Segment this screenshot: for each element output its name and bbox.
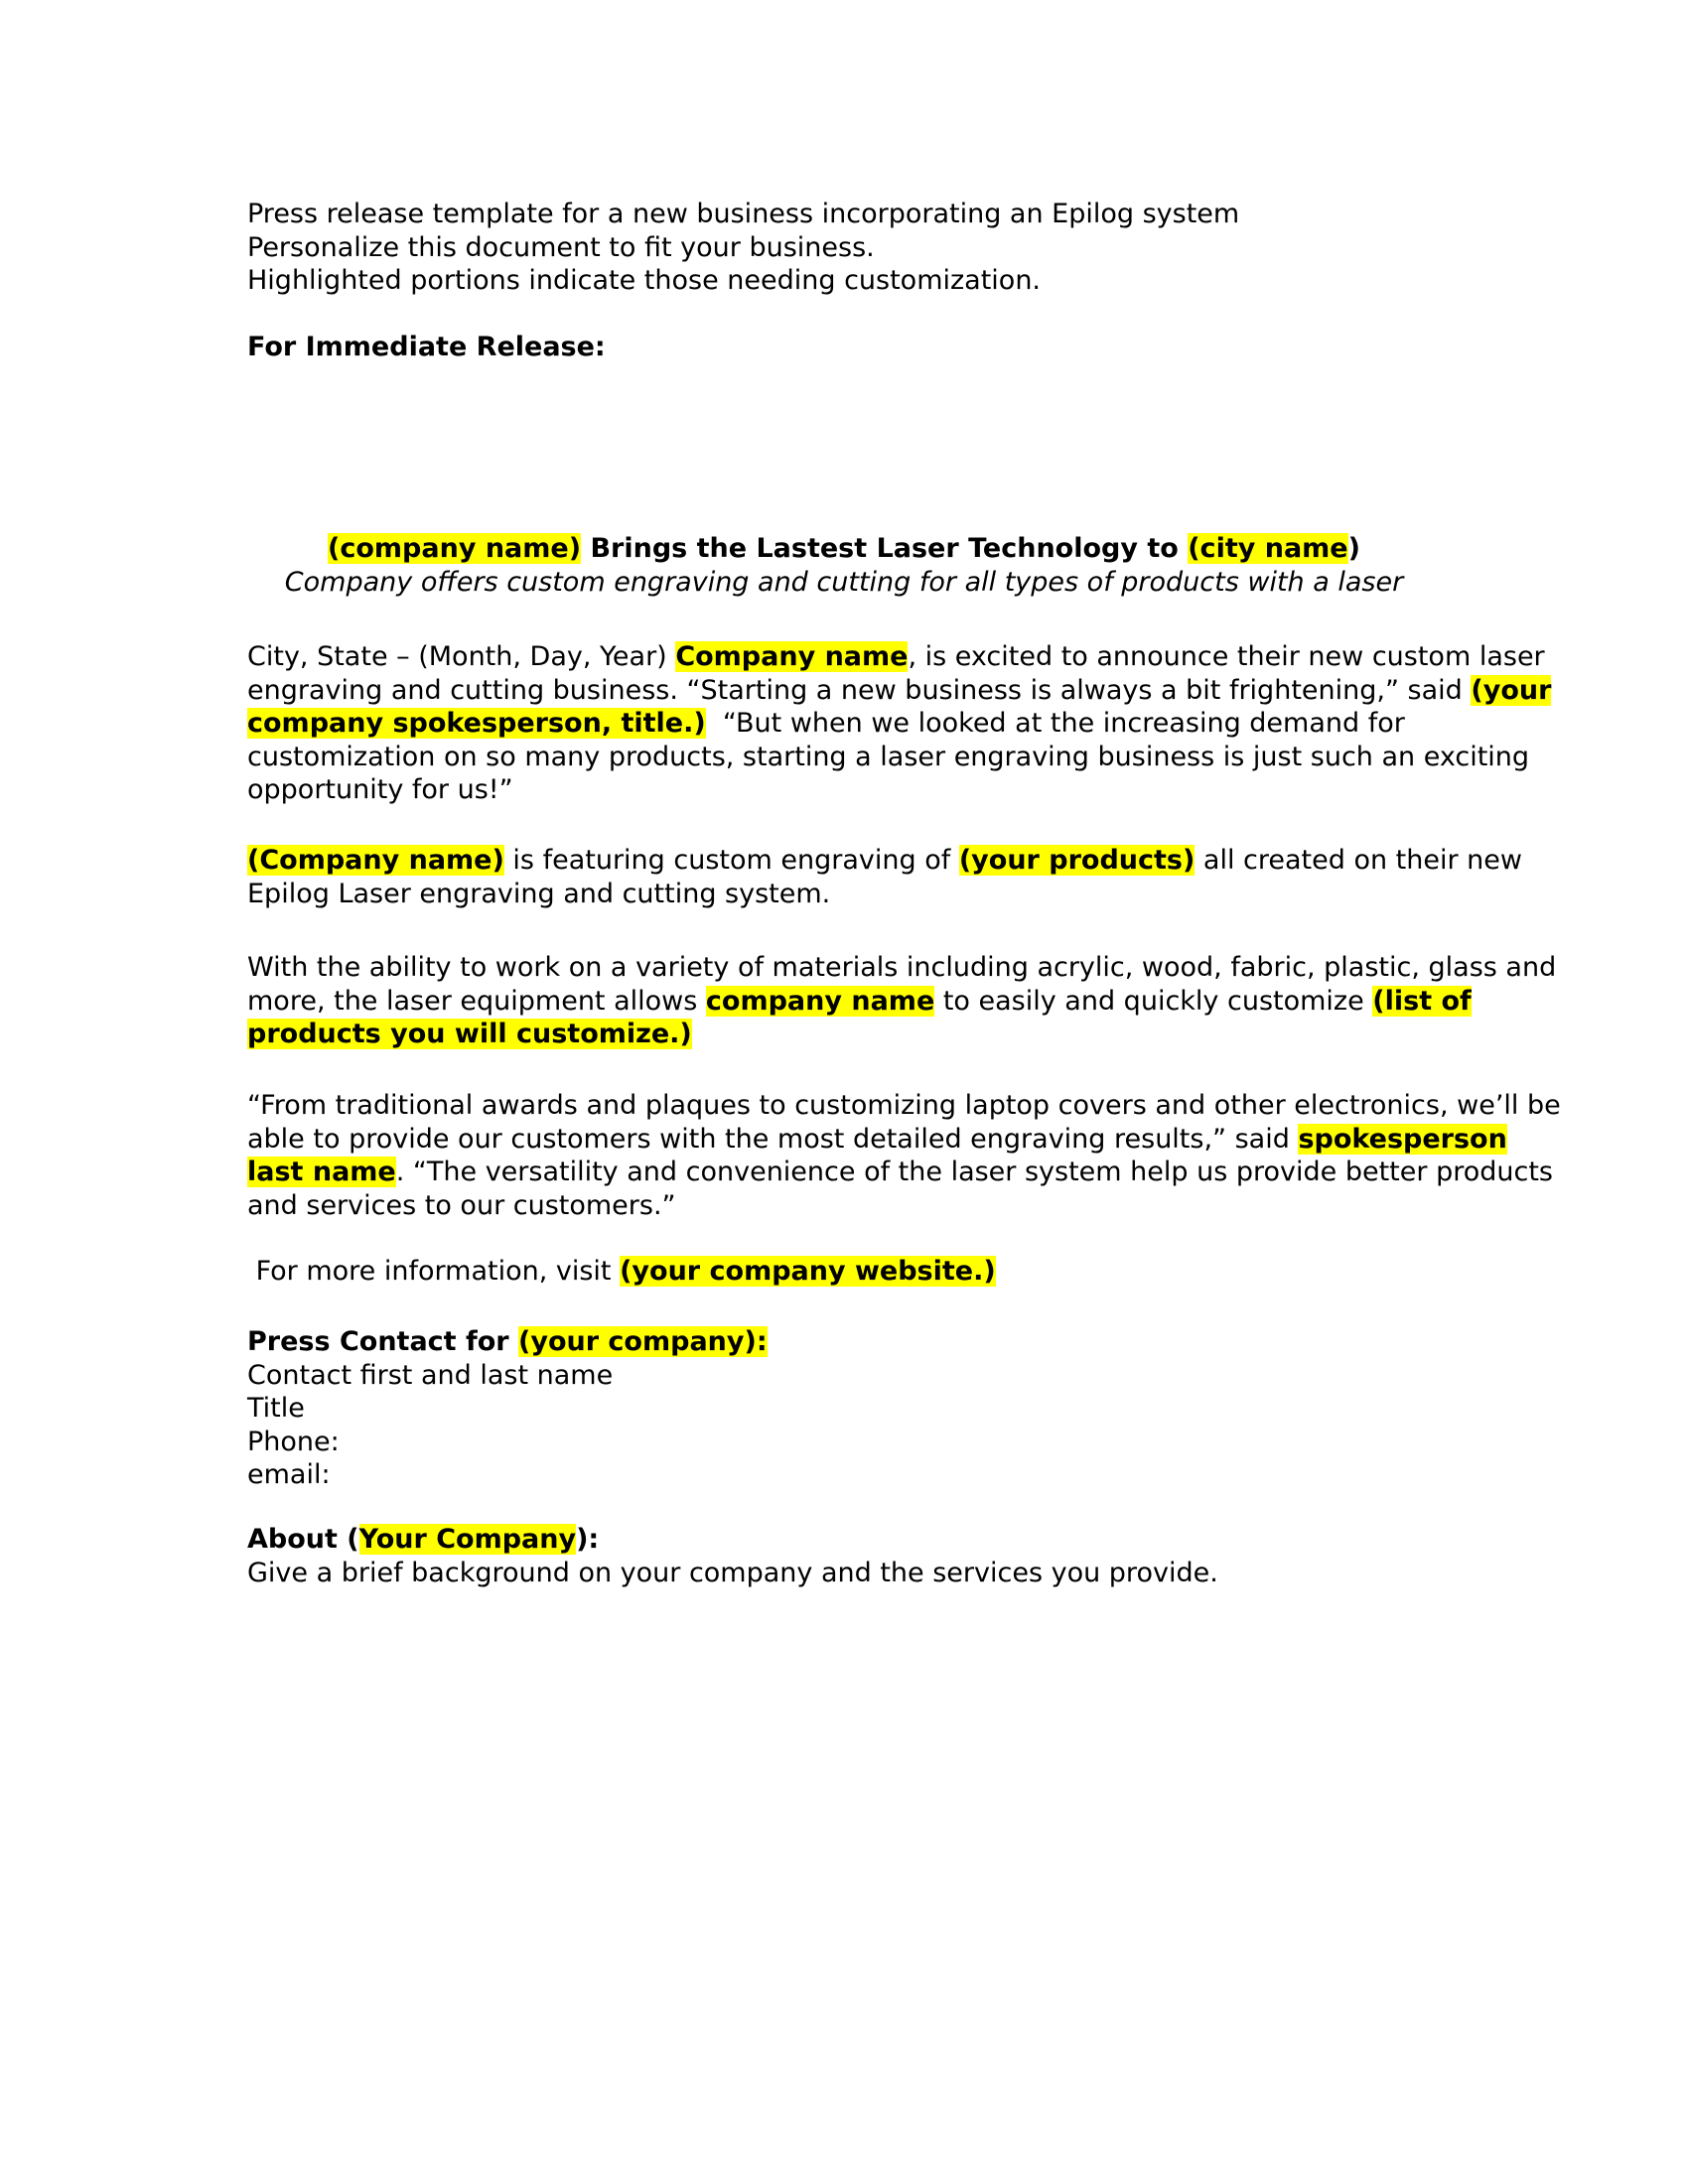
text-span: able to provide our customers with the most detailed engraving results,” said <box>247 1123 1299 1155</box>
paragraph-3-line-2 <box>247 985 1472 1019</box>
subheadline: Company offers custom engraving and cutting for all types of products with a laser <box>284 566 1404 598</box>
contact-name: Contact first and last name <box>247 1359 614 1391</box>
text-span: all created on their new <box>1195 845 1522 876</box>
contact-email: email: <box>247 1459 331 1490</box>
placeholder-spokesperson: spokesperson <box>1298 1123 1507 1155</box>
placeholder-spokesperson-last-name: last name <box>247 1157 396 1187</box>
intro-line-1: Press release template for a new business incorporating an Epilog system <box>247 199 1240 229</box>
text-span: is featuring custom engraving of <box>503 845 959 876</box>
placeholder-company-name: Company name <box>675 641 909 672</box>
headline-block <box>247 532 1441 599</box>
about-heading <box>247 1523 1439 1557</box>
release-label: For Immediate Release: <box>247 332 606 362</box>
paragraph-1-line-4: customization on so many products, starting a laser engraving business is just such an exciting <box>247 741 1530 772</box>
paragraph-4-line-1: “From traditional awards and plaques to customizing laptop covers and other electronics, we’ll be <box>247 1090 1561 1121</box>
placeholder-spokesperson: (your <box>1471 674 1552 706</box>
text-span: . “The versatility and convenience of the laser system help us provide better products <box>395 1157 1553 1187</box>
headline <box>247 532 1441 566</box>
about-text: Give a brief background on your company and the services you provide. <box>247 1557 1218 1588</box>
placeholder-company-name: (company name) <box>328 533 582 564</box>
paragraph-4 <box>247 1089 1561 1222</box>
placeholder-city-name: (city name <box>1188 533 1348 564</box>
paragraph-2 <box>247 844 1522 910</box>
paragraph-1-line-1 <box>247 640 1545 674</box>
press-contact-heading <box>247 1325 1439 1359</box>
intro-block <box>247 198 1439 298</box>
text-span: more, the laser equipment allows <box>247 985 706 1017</box>
text-span: , is excited to announce their new custom laser <box>908 641 1545 672</box>
paragraph-1 <box>247 640 1552 807</box>
placeholder-product-list: (list of <box>1372 985 1472 1017</box>
paragraph-2-line-2: Epilog Laser engraving and cutting system. <box>247 878 831 909</box>
text-span: ): <box>576 1524 600 1555</box>
text-span: Press Contact for <box>247 1326 518 1357</box>
text-span: to easily and quickly customize <box>934 985 1373 1017</box>
paragraph-1-line-2 <box>247 674 1552 708</box>
paragraph-5-line-1 <box>247 1255 1439 1289</box>
text-span: About ( <box>247 1524 359 1555</box>
placeholder-company-name: (Company name) <box>247 845 504 876</box>
text-span: For more information, visit <box>247 1256 621 1287</box>
text-span: “But when we looked at the increasing demand for <box>705 708 1405 739</box>
release-label-block <box>247 331 1439 364</box>
paragraph-1-line-3 <box>247 707 1439 741</box>
placeholder-product-list-cont: products you will customize.) <box>247 1019 692 1049</box>
contact-title: Title <box>247 1393 305 1424</box>
paragraph-4-line-2 <box>247 1123 1507 1157</box>
headline-close-paren: ) <box>1347 533 1360 564</box>
press-contact-block <box>247 1325 1439 1492</box>
placeholder-spokesperson-title: company spokesperson, title.) <box>247 708 706 739</box>
paragraph-3 <box>247 951 1557 1051</box>
paragraph-4-line-3 <box>247 1156 1553 1189</box>
intro-line-3: Highlighted portions indicate those needing customization. <box>247 265 1042 296</box>
placeholder-website: (your company website.) <box>620 1256 996 1287</box>
paragraph-4-line-4: and services to our customers.” <box>247 1189 676 1221</box>
placeholder-products: (your products) <box>958 845 1196 876</box>
paragraph-1-line-5: opportunity for us!” <box>247 774 513 805</box>
headline-text: Brings the Lastest Laser Technology to <box>581 533 1189 564</box>
paragraph-5 <box>247 1255 1439 1289</box>
intro-line-2: Personalize this document to fit your business. <box>247 231 875 263</box>
paragraph-3-line-1: With the ability to work on a variety of materials including acrylic, wood, fabric, plastic, glass and <box>247 952 1557 983</box>
placeholder-your-company: (your company): <box>518 1326 768 1357</box>
paragraph-2-line-1 <box>247 844 1522 878</box>
text-span: engraving and cutting business. “Starting a new business is always a bit frightening,” said <box>247 674 1472 706</box>
contact-phone: Phone: <box>247 1426 340 1457</box>
placeholder-company-name: company name <box>705 985 935 1017</box>
placeholder-your-company: Your Company <box>358 1524 577 1555</box>
about-block <box>247 1523 1439 1589</box>
paragraph-3-line-3 <box>247 1018 1439 1051</box>
text-span: City, State – (Month, Day, Year) <box>247 641 676 672</box>
